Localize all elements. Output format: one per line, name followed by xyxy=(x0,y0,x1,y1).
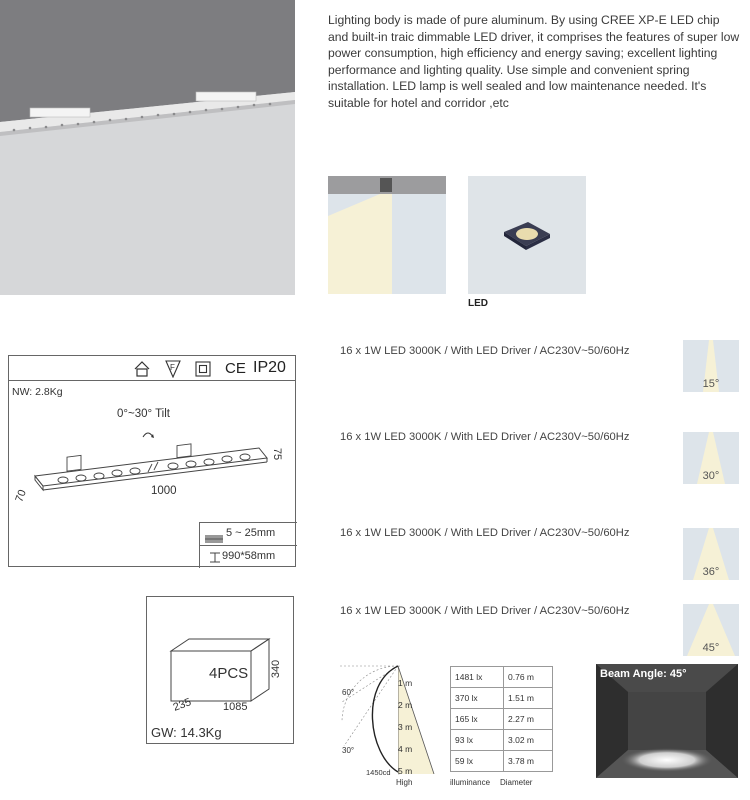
gross-weight: GW: 14.3Kg xyxy=(151,725,222,740)
certification-row xyxy=(129,359,295,379)
diameter-cell: 2.27 m xyxy=(504,709,553,730)
height-2m: 2 m xyxy=(398,700,413,710)
candela-label: 1450cd xyxy=(366,768,391,777)
product-photo xyxy=(0,0,295,295)
height-5m: 5 m xyxy=(398,766,413,776)
illuminance-cell: 59 lx xyxy=(451,751,504,772)
cutout-value: 990*58mm xyxy=(222,550,276,562)
variant-spec-2: 16 x 1W LED 3000K / With LED Driver / AC230V~50/60Hz xyxy=(340,431,630,443)
photometric-height-col xyxy=(396,666,440,774)
package-length: 1085 xyxy=(223,701,248,713)
angle-label-30: 30° xyxy=(342,746,355,755)
tilt-label: 0°~30° Tilt xyxy=(117,408,170,420)
divider xyxy=(9,380,295,381)
ce-mark: CE xyxy=(225,360,246,377)
ceiling-thickness-row xyxy=(200,523,297,546)
variant-spec-4: 16 x 1W LED 3000K / With LED Driver / AC230V~50/60Hz xyxy=(340,605,630,617)
height-1m: 1 m xyxy=(398,678,413,688)
angle-label-60: 60° xyxy=(342,688,355,697)
illuminance-header: illuminance xyxy=(450,778,491,787)
diameter-cell: 3.02 m xyxy=(504,730,553,751)
product-description: Lighting body is made of pure aluminum. By using CREE XP-E LED chip and built-in traic dimmable LED driver, it comprises the features of super low power consumption, high efficiency and energy saving; excellent lighting performance and lighting quality. Use simple and convenient spring installation. LED lamp is well sealed and low maintenance needed. It's suitable for hotel and corridor ,etc xyxy=(328,13,740,110)
led-label: LED xyxy=(468,298,488,309)
table-row xyxy=(451,730,553,751)
illuminance-cell: 370 lx xyxy=(451,688,504,709)
beam-angle-label: 36° xyxy=(702,566,720,578)
diameter-cell: 0.76 m xyxy=(504,667,553,688)
height-label: High xyxy=(396,778,413,787)
table-row xyxy=(451,751,553,772)
beam-angle-label: 15° xyxy=(702,378,720,390)
ceiling-thickness-icon xyxy=(205,530,223,548)
beam-angle-label: 30° xyxy=(702,470,720,482)
diameter-cell: 1.51 m xyxy=(504,688,553,709)
illuminance-table xyxy=(450,666,553,772)
dimension-height: 75 xyxy=(271,447,284,461)
install-specs xyxy=(199,522,297,568)
package-height: 340 xyxy=(270,659,283,679)
dimension-length: 1000 xyxy=(151,485,177,497)
package-width: 235 xyxy=(171,696,193,714)
package-box xyxy=(146,596,294,744)
diameter-header: Diameter xyxy=(500,778,533,787)
diameter-cell: 3.78 m xyxy=(504,751,553,772)
table-row xyxy=(451,709,553,730)
beam-angle-45 xyxy=(683,604,739,656)
spec-box xyxy=(8,355,296,567)
variant-spec-3: 16 x 1W LED 3000K / With LED Driver / AC230V~50/60Hz xyxy=(340,527,630,539)
cutout-icon xyxy=(208,550,222,568)
net-weight: NW: 2.8Kg xyxy=(12,386,63,398)
height-4m: 4 m xyxy=(398,744,413,754)
illuminance-cell: 165 lx xyxy=(451,709,504,730)
package-quantity: 4PCS xyxy=(209,665,249,682)
beam-angle-30 xyxy=(683,432,739,484)
class-ii-icon xyxy=(195,361,211,382)
illuminance-cell: 93 lx xyxy=(451,730,504,751)
height-3m: 3 m xyxy=(398,722,413,732)
beam-angle-label: 45° xyxy=(702,642,720,654)
table-row xyxy=(451,667,553,688)
led-chip-thumbnail xyxy=(468,176,586,294)
variant-spec-1: 16 x 1W LED 3000K / With LED Driver / AC230V~50/60Hz xyxy=(340,345,630,357)
beam-section-thumbnail xyxy=(328,176,446,294)
svg-text:F: F xyxy=(170,363,175,372)
beam-angle-photo xyxy=(596,664,738,778)
illuminance-cell: 1481 lx xyxy=(451,667,504,688)
ceiling-thickness-value: 5 ~ 25mm xyxy=(226,527,276,539)
beam-angle-15 xyxy=(683,340,739,392)
beam-angle-36 xyxy=(683,528,739,580)
dimension-width: 70 xyxy=(13,488,29,504)
beam-photo-label: Beam Angle: 45° xyxy=(600,668,687,680)
table-row xyxy=(451,688,553,709)
ip-rating: IP20 xyxy=(253,359,286,376)
